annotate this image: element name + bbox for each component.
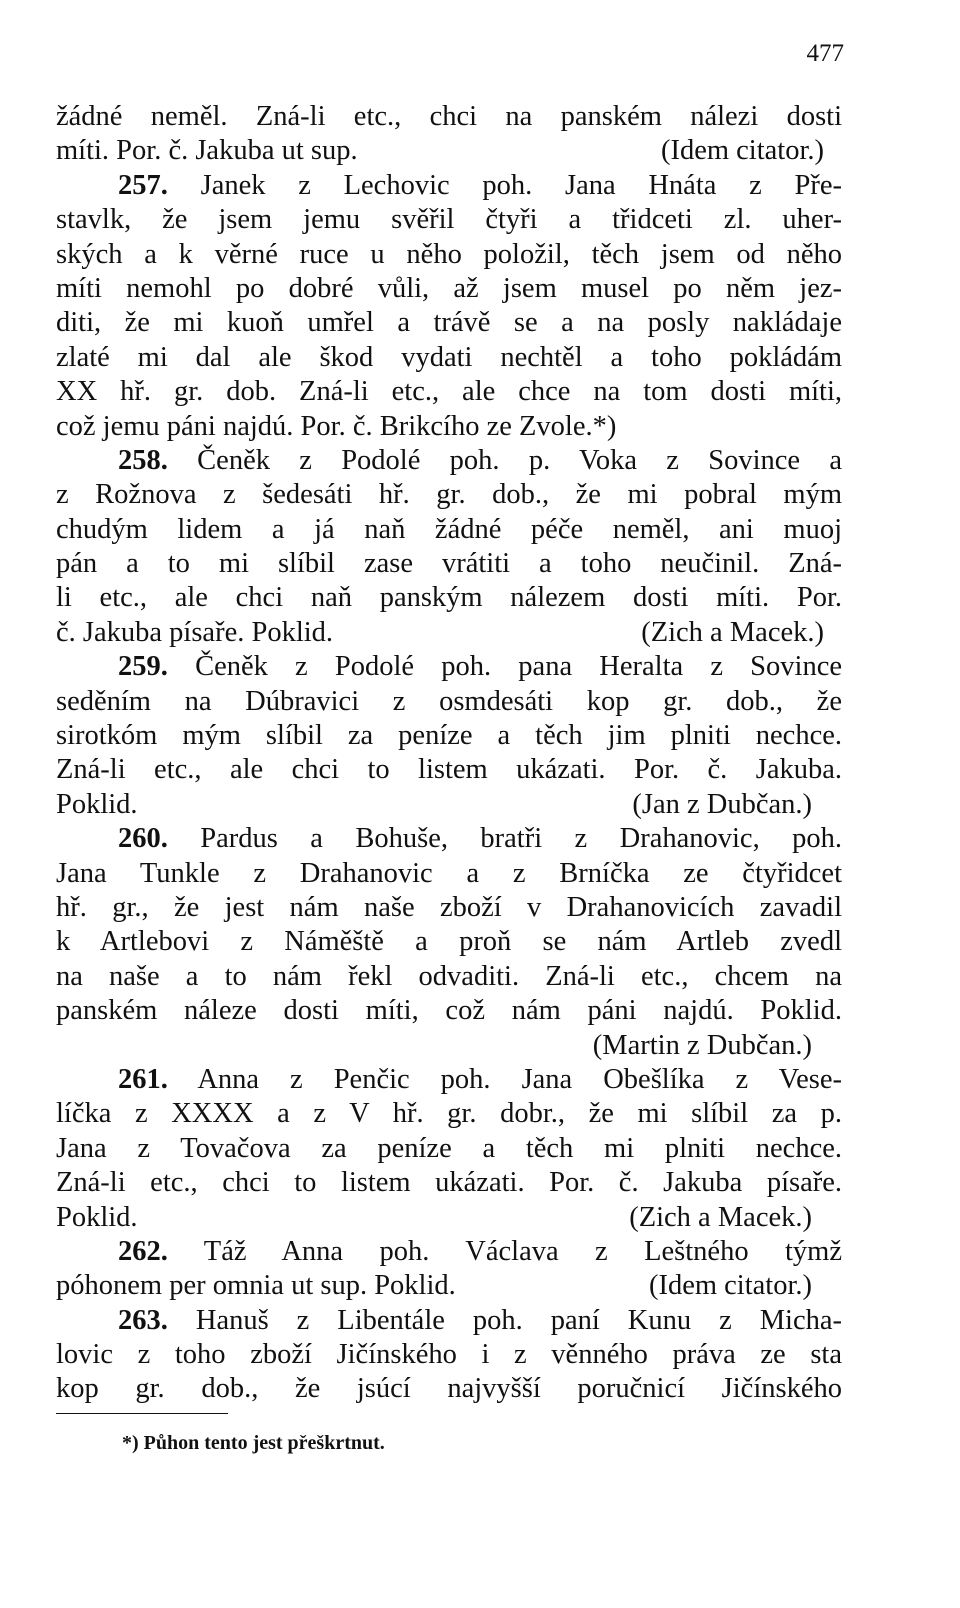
text-line: stavlk, že jsem jemu svěřil čtyři a třidceti zl. uher- [56,204,842,236]
text-line: sirotkóm mým slíbil za peníze a těch jim plniti nechce. [56,720,842,752]
line-text: Čeněk z Podolé poh. p. Voka z Sovince a [197,444,842,476]
text-line [56,788,842,822]
entry-number: 258. [118,444,168,476]
text-line [56,616,842,650]
line-text: Táž Anna poh. Václava z Leštného týmž [203,1235,842,1267]
entry-number: 263. [118,1304,168,1336]
text-line [56,1201,842,1235]
page-number: 477 [806,40,844,67]
entry-259 [56,650,842,684]
text-line: ských a k věrné ruce u něho položil, těch jsem od něho [56,238,842,270]
line-text: míti. Por. č. Jakuba ut sup. [56,135,358,167]
citation: (Zich a Macek.) [629,1201,812,1233]
text-line: z Rožnova z šedesáti hř. gr. dob., že mi pobral mým [56,479,842,511]
text-line: na naše a to nám řekl odvaditi. Zná-li etc., chcem na [56,960,842,992]
body-text [56,100,842,1407]
entry-number: 261. [118,1063,168,1095]
text-line: Zná-li etc., chci to listem ukázati. Por. č. Jakuba písaře. [56,1167,842,1199]
text-line: XX hř. gr. dob. Zná-li etc., ale chce na tom dosti míti, [56,376,842,408]
entry-262 [56,1235,842,1269]
text-line: kop gr. dob., že jsúcí najvyšší poručnicí Jičínského [56,1373,842,1405]
entry-number: 259. [118,651,168,683]
text-line: li etc., ale chci naň panským nálezem dosti míti. Por. [56,582,842,614]
citation: (Zich a Macek.) [641,616,824,648]
text-line: míti nemohl po dobré vůli, až jsem musel po něm jez- [56,272,842,304]
entry-257 [56,169,842,203]
text-line: Jana Tunkle z Drahanovic a z Brníčka ze čtyřidcet [56,857,842,889]
text-line: Zná-li etc., ale chci to listem ukázati. Por. č. Jakuba. [56,754,842,786]
line-text: Anna z Penčic poh. Jana Obešlíka z Vese- [197,1063,842,1095]
line-text: Poklid. [56,788,138,820]
text-line: seděním na Dúbravici z osmdesáti kop gr. dob., že [56,685,842,717]
text-line: diti, že mi kuoň umřel a trávě se a na posly nakládaje [56,307,842,339]
text-line: zlaté mi dal ale škod vydati nechtěl a toho pokládám [56,341,842,373]
footnote-divider [56,1413,228,1414]
text-line: chudým lidem a já naň žádné péče neměl, ani muoj [56,513,842,545]
citation: (Idem citator.) [648,1270,812,1302]
line-text: Hanuš z Libentále poh. paní Kunu z Micha- [195,1304,842,1336]
text-line: pán a to mi slíbil zase vrátiti a toho neučinil. Zná- [56,548,842,580]
line-text: Janek z Lechovic poh. Jana Hnáta z Pře- [200,169,842,201]
line-text: póhonem per omnia ut sup. Poklid. [56,1270,456,1302]
text-line: žádné neměl. Zná-li etc., chci na panském nálezi dosti [56,101,842,132]
text-line: lovic z toho zboží Jičínského i z věnného práva ze sta [56,1339,842,1371]
entry-number: 260. [118,823,168,855]
line-text: Poklid. [56,1201,138,1233]
text-line: líčka z XXXX a z V hř. gr. dobr., že mi slíbil za p. [56,1098,842,1130]
text-line [56,134,842,168]
text-line: Jana z Tovačova za peníze a těch mi plniti nechce. [56,1132,842,1164]
entry-number: 262. [118,1235,168,1267]
entry-258 [56,444,842,478]
citation: (Idem citator.) [660,135,824,167]
text-line: panském náleze dosti míti, což nám páni najdú. Poklid. [56,995,842,1027]
entry-261 [56,1063,842,1097]
entry-number: 257. [118,169,168,201]
entry-260 [56,822,842,856]
entry-263 [56,1304,842,1338]
line-text: Pardus a Bohuše, bratři z Drahanovic, poh. [200,823,842,855]
text-line [56,1029,842,1063]
citation: (Jan z Dubčan.) [632,788,812,820]
text-line: hř. gr., že jest nám naše zboží v Drahanovicích zavadil [56,891,842,923]
text-line [56,1269,842,1303]
text-line: což jemu páni najdú. Por. č. Brikcího ze Zvole.*) [56,410,617,442]
citation: (Martin z Dubčan.) [592,1029,812,1061]
line-text: č. Jakuba písaře. Poklid. [56,616,334,648]
line-text: Čeněk z Podolé poh. pana Heralta z Sovince [195,651,842,683]
footnote: *) Půhon tento jest přeškrtnut. [122,1432,385,1454]
text-line: k Artlebovi z Náměště a proň se nám Artleb zvedl [56,926,842,958]
